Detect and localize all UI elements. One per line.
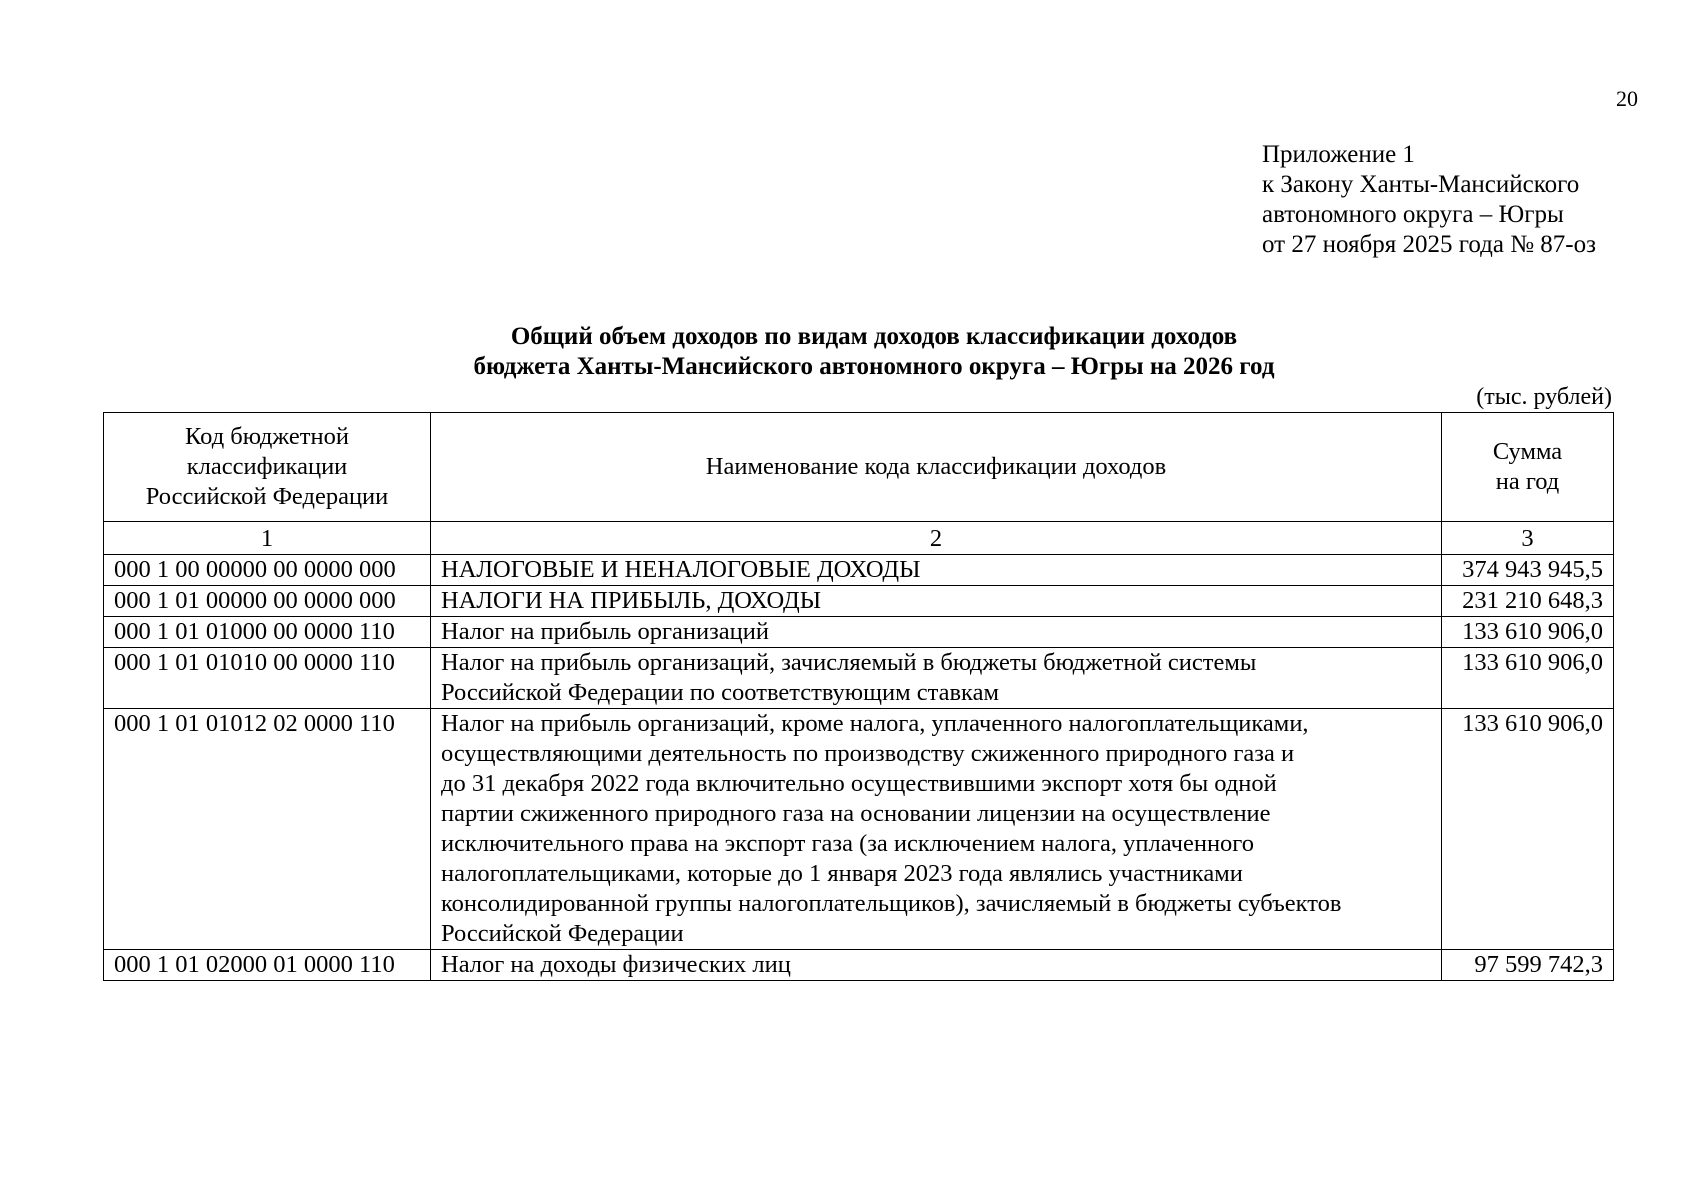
revenue-table [103, 412, 1614, 981]
row-code: 000 1 01 01010 00 0000 110 [104, 648, 431, 709]
row-name-line: Налог на прибыль организаций, зачисляемый в бюджеты бюджетной системы [441, 649, 1257, 676]
row-name-line: Налог на доходы физических лиц [441, 951, 791, 978]
row-code: 000 1 01 02000 01 0000 110 [104, 950, 431, 981]
appendix-reference [1262, 140, 1642, 260]
row-name-line: осуществляющими деятельность по производству сжиженного природного газа и [441, 740, 1295, 767]
header-code-line: классификации [186, 453, 348, 480]
row-code: 000 1 00 00000 00 0000 000 [104, 555, 431, 586]
table-row [104, 709, 1614, 950]
row-name-line: Российской Федерации [441, 920, 684, 947]
document-title [104, 322, 1644, 382]
row-sum: 133 610 906,0 [1442, 709, 1614, 950]
header-sum [1442, 413, 1614, 522]
row-code: 000 1 01 00000 00 0000 000 [104, 586, 431, 617]
row-name-line: НАЛОГОВЫЕ И НЕНАЛОГОВЫЕ ДОХОДЫ [441, 556, 921, 583]
appendix-line: Приложение 1 [1262, 141, 1415, 168]
row-name-line: налогоплательщиками, которые до 1 января 2023 года являлись участниками [441, 860, 1243, 887]
row-name-line: партии сжиженного природного газа на основании лицензии на осуществление [441, 800, 1271, 827]
appendix-line: автономного округа – Югры [1262, 201, 1564, 228]
header-sum-line: Сумма [1492, 438, 1563, 465]
header-name-label: Наименование кода классификации доходов [705, 453, 1167, 480]
header-sum-line: на год [1495, 468, 1560, 495]
header-code [104, 413, 431, 522]
row-sum: 374 943 945,5 [1442, 555, 1614, 586]
units-label: (тыс. рублей) [1476, 384, 1612, 410]
table-row [104, 586, 1614, 617]
row-name [431, 709, 1442, 950]
row-name-line: исключительного права на экспорт газа (за исключением налога, уплаченного [441, 830, 1254, 857]
row-sum: 97 599 742,3 [1442, 950, 1614, 981]
row-code: 000 1 01 01012 02 0000 110 [104, 709, 431, 950]
row-name-line: Российской Федерации по соответствующим ставкам [441, 679, 999, 706]
table-header-row [104, 413, 1614, 522]
row-name-line: до 31 декабря 2022 года включительно осуществившими экспорт хотя бы одной [441, 770, 1277, 797]
row-sum: 133 610 906,0 [1442, 617, 1614, 648]
page-number: 20 [1616, 86, 1638, 111]
title-line-1: Общий объем доходов по видам доходов классификации доходов [510, 323, 1238, 350]
row-name [431, 555, 1442, 586]
row-name-line: Налог на прибыль организаций [441, 618, 769, 645]
appendix-line: от 27 ноября 2025 года № 87-оз [1262, 231, 1596, 258]
header-name [431, 413, 1442, 522]
row-name [431, 950, 1442, 981]
table-row [104, 555, 1614, 586]
row-name-line: НАЛОГИ НА ПРИБЫЛЬ, ДОХОДЫ [441, 587, 822, 614]
row-name-line: консолидированной группы налогоплательщиков), зачисляемый в бюджеты субъектов [441, 890, 1342, 917]
column-number: 3 [1442, 522, 1614, 555]
table-row [104, 648, 1614, 709]
title-line-2: бюджета Ханты-Мансийского автономного округа – Югры на 2026 год [473, 353, 1275, 380]
header-code-line: Российской Федерации [145, 483, 389, 510]
row-sum: 231 210 648,3 [1442, 586, 1614, 617]
column-number-row [104, 522, 1614, 555]
column-number: 2 [431, 522, 1442, 555]
row-sum: 133 610 906,0 [1442, 648, 1614, 709]
row-code: 000 1 01 01000 00 0000 110 [104, 617, 431, 648]
column-number: 1 [104, 522, 431, 555]
row-name [431, 586, 1442, 617]
table-row [104, 617, 1614, 648]
row-name [431, 648, 1442, 709]
row-name-line: Налог на прибыль организаций, кроме налога, уплаченного налогоплательщиками, [441, 710, 1309, 737]
table-row [104, 950, 1614, 981]
appendix-line: к Закону Ханты-Мансийского [1262, 171, 1580, 198]
header-code-line: Код бюджетной [185, 423, 349, 450]
row-name [431, 617, 1442, 648]
